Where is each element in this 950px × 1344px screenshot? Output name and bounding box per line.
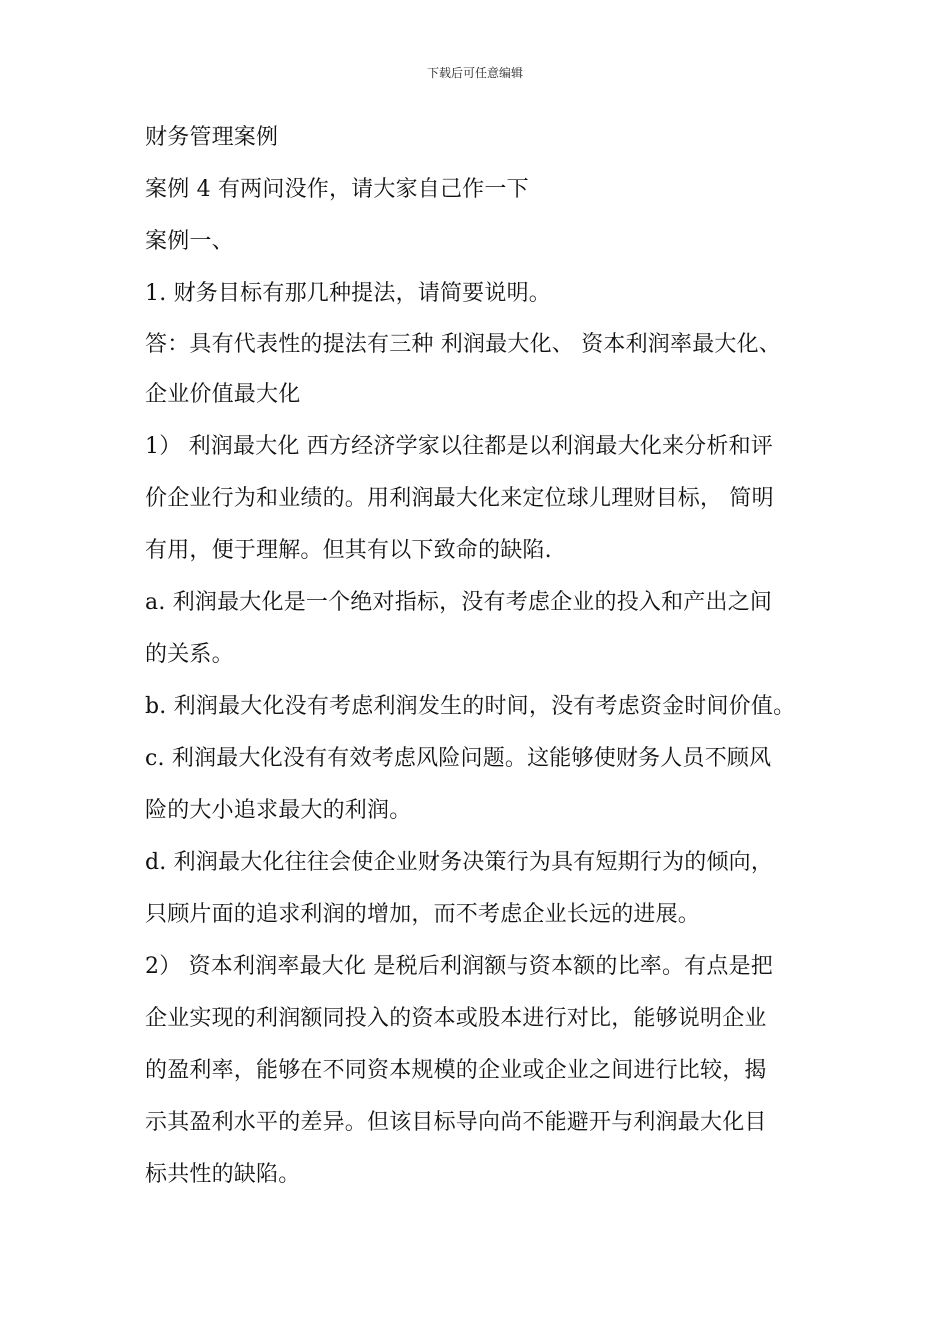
text-line: 标共性的缺陷。 [145,1162,301,1187]
text-line: a. 利润最大化是一个绝对指标，没有考虑企业的投入和产出之间 [145,590,773,615]
text-line: 企业实现的利润额同投入的资本或股本进行对比，能够说明企业 [145,1006,767,1031]
text-line: 1） 利润最大化 西方经济学家以往都是以利润最大化来分析和评 [145,434,773,459]
text-line: 2） 资本利润率最大化 是税后利润额与资本额的比率。有点是把 [145,954,773,979]
text-line: d. 利润最大化往往会使企业财务决策行为具有短期行为的倾向， [145,850,774,875]
answer-line: 答：具有代表性的提法有三种 利润最大化、 资本利润率最大化、 [145,332,781,357]
text-line: 有用，便于理解。但其有以下致命的缺陷. [145,538,552,563]
text-line: 企业价值最大化 [145,382,301,407]
text-line: 的关系。 [145,642,234,667]
page-header: 下载后可任意编辑 [426,66,523,80]
text-line: c. 利润最大化没有有效考虑风险问题。这能够使财务人员不顾风 [145,746,772,771]
text-line: 价企业行为和业绩的。用利润最大化来定位球儿理财目标， 简明 [145,486,774,511]
text-line: 的盈利率，能够在不同资本规模的企业或企业之间进行比较，揭 [145,1058,767,1083]
text-line: 案例 4 有两问没作，请大家自己作一下 [145,177,529,202]
text-line: 险的大小追求最大的利润。 [145,798,412,823]
question-line: 1. 财务目标有那几种提法，请简要说明。 [145,281,551,306]
text-line: b. 利润最大化没有考虑利润发生的时间，没有考虑资金时间价值。 [145,694,796,719]
text-line: 只顾片面的追求利润的增加，而不考虑企业长远的进展。 [145,902,701,927]
section-heading: 案例一、 [145,229,234,254]
document-title: 财务管理案例 [145,125,279,150]
text-line: 示其盈利水平的差异。但该目标导向尚不能避开与利润最大化目 [145,1110,767,1135]
